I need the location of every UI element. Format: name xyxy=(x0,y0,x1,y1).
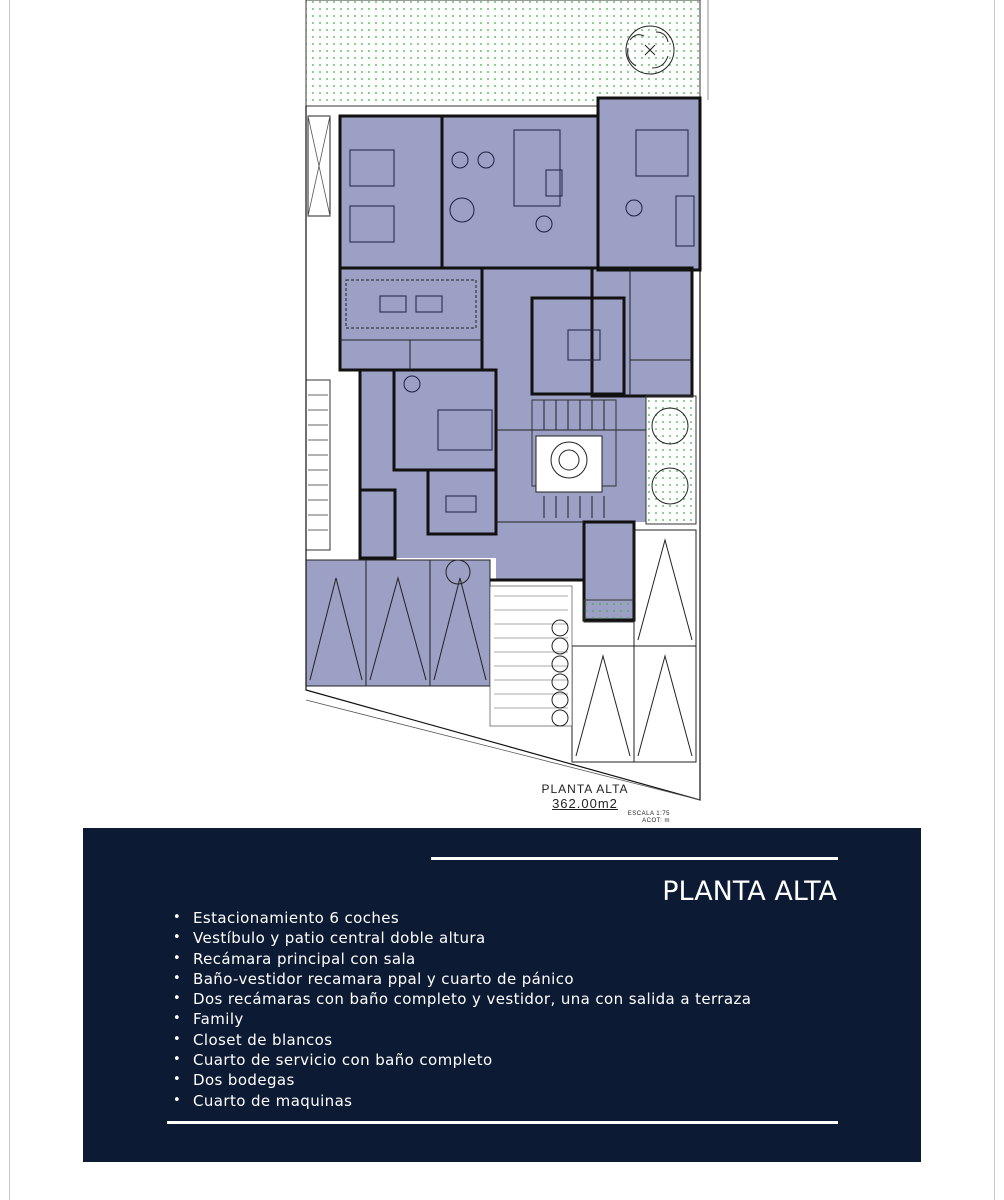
list-item: • Baño-vestidor recamara ppal y cuarto de pánico xyxy=(171,969,751,989)
list-item: • Family xyxy=(171,1009,751,1029)
rear-garden xyxy=(306,0,700,106)
floor-plan xyxy=(290,0,730,830)
left-stair xyxy=(306,380,330,550)
bottom-rule xyxy=(167,1121,838,1124)
feature-list xyxy=(171,908,751,1111)
patio-garden xyxy=(646,396,696,524)
list-item: • Dos recámaras con baño completo y vestidor, una con salida a terraza xyxy=(171,989,751,1009)
plan-label-area: 362.00m2 xyxy=(552,796,618,811)
plan-label-scale: ESCALA 1:75 xyxy=(627,811,670,817)
floor-plan-drawing xyxy=(290,0,730,830)
plan-label-units: ACOT: m xyxy=(642,818,670,824)
info-panel xyxy=(83,828,921,1162)
list-item: • Closet de blancos xyxy=(171,1030,751,1050)
side-garden xyxy=(584,600,634,622)
list-item: • Cuarto de servicio con baño completo xyxy=(171,1050,751,1070)
list-item: • Recámara principal con sala xyxy=(171,949,751,969)
top-rule xyxy=(431,857,838,860)
list-item: • Cuarto de maquinas xyxy=(171,1091,751,1111)
plan-label-title: PLANTA ALTA xyxy=(541,782,629,796)
list-item: • Vestíbulo y patio central doble altura xyxy=(171,928,751,948)
plan-label xyxy=(500,782,670,825)
page-edge-left xyxy=(9,0,10,1200)
info-title: PLANTA ALTA xyxy=(662,876,837,907)
list-item: • Estacionamiento 6 coches xyxy=(171,908,751,928)
page-edge-right xyxy=(994,0,995,1200)
list-item: • Dos bodegas xyxy=(171,1070,751,1090)
